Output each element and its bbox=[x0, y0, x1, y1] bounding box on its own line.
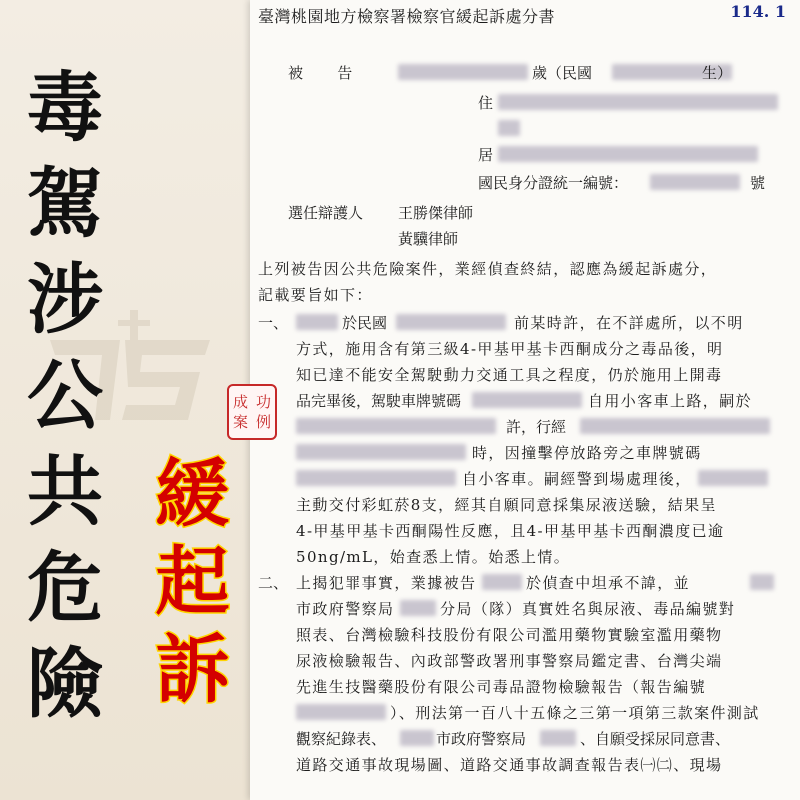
document-title: 臺灣桃園地方檢察署檢察官緩起訴處分書 bbox=[258, 7, 556, 26]
highlight-char: 訴 bbox=[155, 627, 230, 713]
stamp-char: 功 bbox=[255, 393, 271, 411]
redacted-text bbox=[296, 314, 338, 330]
redacted-text bbox=[750, 574, 774, 590]
title-char: 公 bbox=[27, 351, 103, 440]
stamp-char: 成 bbox=[232, 393, 248, 411]
redacted-id bbox=[650, 174, 740, 190]
section-number: 一、 bbox=[258, 314, 289, 332]
left-panel bbox=[0, 0, 250, 800]
reference-number: 114. 1 bbox=[730, 2, 786, 21]
redacted-address bbox=[498, 94, 778, 110]
section-number: 二、 bbox=[258, 574, 289, 592]
redacted-text bbox=[296, 704, 386, 720]
id-suffix: 號 bbox=[750, 174, 766, 192]
section-text: 品完畢後，駕駛車牌號碼 bbox=[296, 392, 462, 410]
highlight-char: 起 bbox=[155, 539, 230, 625]
residence-label: 居 bbox=[478, 146, 494, 164]
document-page bbox=[250, 0, 800, 800]
section-text: 於偵查中坦承不諱，並 bbox=[526, 574, 691, 592]
counsel-label: 選任辯護人 bbox=[288, 204, 364, 222]
redacted-text bbox=[396, 314, 506, 330]
redacted-text bbox=[482, 574, 522, 590]
redacted-text bbox=[296, 444, 466, 460]
redacted-text bbox=[400, 730, 434, 746]
section-text: 前某時許，在不詳處所，以不明 bbox=[514, 314, 744, 332]
section-text: 分局（隊）真實姓名與尿液、毒品編號對 bbox=[440, 600, 736, 618]
defendant-label: 被 告 bbox=[288, 64, 354, 82]
redacted-text bbox=[540, 730, 576, 746]
section-text: ）、刑法第一百八十五條之三第一項第三款案件測試 bbox=[390, 704, 760, 722]
id-label: 國民身分證統一編號： bbox=[478, 174, 629, 192]
success-case-stamp bbox=[227, 384, 277, 440]
address-label: 住 bbox=[478, 94, 494, 112]
section-text: 50ng/mL，始查悉上情。始悉上情。 bbox=[296, 548, 571, 566]
redacted-text bbox=[400, 600, 436, 616]
stamp-char: 例 bbox=[255, 413, 271, 431]
section-text: 上揭犯罪事實，業據被告 bbox=[296, 574, 477, 592]
section-text: 自用小客車上路，嗣於 bbox=[588, 392, 753, 410]
section-text: 市政府警察局 bbox=[436, 730, 527, 748]
redacted-text bbox=[580, 418, 770, 434]
section-text: 自小客車。嗣經警到場處理後， bbox=[462, 470, 692, 488]
redacted-name bbox=[398, 64, 528, 80]
age-label: 歲（民國 bbox=[532, 64, 593, 82]
title-char: 危 bbox=[27, 543, 103, 632]
title-char: 險 bbox=[27, 639, 103, 728]
intro-line: 記載要旨如下： bbox=[258, 286, 373, 304]
redacted-address-2 bbox=[498, 120, 520, 136]
section-text: 許，行經 bbox=[506, 418, 567, 436]
section-text: 尿液檢驗報告、內政部警政署刑事警察局鑑定書、台灣尖端 bbox=[296, 652, 723, 670]
highlight-char: 緩 bbox=[155, 451, 230, 537]
redacted-text bbox=[296, 470, 456, 486]
title-char: 涉 bbox=[27, 255, 103, 344]
birth-suffix: 生） bbox=[702, 64, 733, 82]
redacted-text bbox=[698, 470, 768, 486]
section-text: 4-甲基甲基卡西酮陽性反應，且4-甲基甲基卡西酮濃度已逾 bbox=[296, 522, 725, 540]
section-text: 時，因撞擊停放路旁之車牌號碼 bbox=[472, 444, 702, 462]
stamp-char: 案 bbox=[232, 413, 248, 431]
redacted-text bbox=[472, 392, 582, 408]
section-text: 、自願受採尿同意書、 bbox=[580, 730, 731, 748]
section-text: 方式，施用含有第三級4-甲基甲基卡西酮成分之毒品後，明 bbox=[296, 340, 724, 358]
intro-line: 上列被告因公共危險案件，業經偵查終結，認應為緩起訴處分， bbox=[258, 260, 718, 278]
section-text: 道路交通事故現場圖、道路交通事故調查報告表㈠㈡、現場 bbox=[296, 756, 723, 774]
section-text: 先進生技醫藥股份有限公司毒品證物檢驗報告（報告編號 bbox=[296, 678, 707, 696]
section-text: 知已達不能安全駕駛動力交通工具之程度，仍於施用上開毒 bbox=[296, 366, 723, 384]
title-char: 毒 bbox=[27, 63, 103, 152]
section-text: 主動交付彩虹菸8支，經其自願同意採集尿液送驗，結果呈 bbox=[296, 496, 717, 514]
section-text: 市政府警察局 bbox=[296, 600, 395, 618]
counsel-name: 黃驥律師 bbox=[398, 230, 459, 248]
section-text: 於民國 bbox=[342, 314, 388, 332]
counsel-name: 王勝傑律師 bbox=[398, 204, 474, 222]
section-text: 照表、台灣檢驗科技股份有限公司濫用藥物實驗室濫用藥物 bbox=[296, 626, 723, 644]
highlight-title bbox=[140, 450, 245, 714]
title-char: 共 bbox=[27, 447, 103, 536]
redacted-residence bbox=[498, 146, 758, 162]
title-char: 駕 bbox=[27, 159, 103, 248]
redacted-text bbox=[296, 418, 496, 434]
section-text: 觀察紀錄表、 bbox=[296, 730, 387, 748]
vertical-title bbox=[20, 60, 110, 732]
